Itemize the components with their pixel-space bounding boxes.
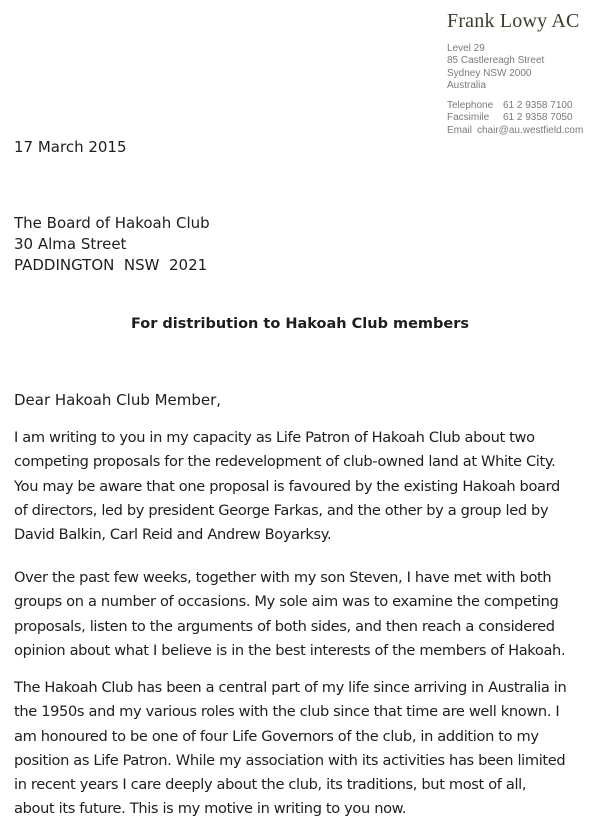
paragraph-line: The Hakoah Club has been a central part of my life since arriving in Australia in [14,679,567,696]
contact-value: chair@au.westfield.com [477,124,584,136]
paragraph-line: position as Life Patron. While my association with its activities has been limited [14,751,566,769]
address-line: Level 29 [447,43,485,54]
recipient-line: 30 Alma Street [14,235,127,253]
contact-telephone [447,100,597,112]
paragraph-line: am honoured to be one of four Life Governors of the club, in addition to my [14,727,539,745]
salutation: Dear Hakoah Club Member, [14,391,222,409]
sender-address [447,43,597,92]
address-line: Sydney NSW 2000 [447,67,532,79]
paragraph-3 [14,676,600,822]
sender-name: Frank Lowy AC [447,10,580,32]
contact-label: Telephone [447,100,494,112]
paragraph-1 [14,426,600,547]
address-line: 85 Castlereagh Street [447,55,545,67]
letterhead [447,10,597,137]
paragraph-line: opinion about what I believe is in the best interests of the members of Hakoah. [14,641,566,659]
paragraph-line: I am writing to you in my capacity as Life Patron of Hakoah Club about two [14,429,535,446]
address-line: Australia [447,79,486,91]
contact-label: Email [447,124,473,136]
paragraph-2 [14,566,600,663]
contact-value: 61 2 9358 7050 [503,112,573,124]
contact-facsimile [447,112,597,124]
paragraph-line: about its future. This is my motive in writing to you now. [14,800,407,818]
paragraph-line: You may be aware that one proposal is favoured by the existing Hakoah board [14,477,560,495]
paragraph-line: in recent years I care deeply about the club, its traditions, but most of all, [14,776,527,794]
paragraph-line: proposals, listen to the arguments of both sides, and then reach a considered [14,617,555,635]
paragraph-line: the 1950s and my various roles with the club since that time are well known. I [14,703,560,721]
paragraph-line: competing proposals for the redevelopment of club-owned land at White City. [14,453,556,471]
paragraph-line: of directors, led by president George Farkas, and the other by a group led by [14,501,549,519]
contact-email [447,125,597,137]
contact-label: Facsimile [447,112,490,124]
letter-date: 17 March 2015 [14,138,127,156]
recipient-line: The Board of Hakoah Club [14,214,210,232]
sender-contacts [447,100,597,137]
distribution-heading: For distribution to Hakoah Club members [130,316,470,332]
paragraph-line: groups on a number of occasions. My sole aim was to examine the competing [14,593,559,611]
recipient-line: PADDINGTON NSW 2021 [14,256,208,274]
recipient-address [14,213,210,276]
paragraph-line: Over the past few weeks, together with my son Steven, I have met with both [14,569,552,586]
contact-value: 61 2 9358 7100 [503,100,573,112]
paragraph-line: David Balkin, Carl Reid and Andrew Boyarksy. [14,526,332,544]
